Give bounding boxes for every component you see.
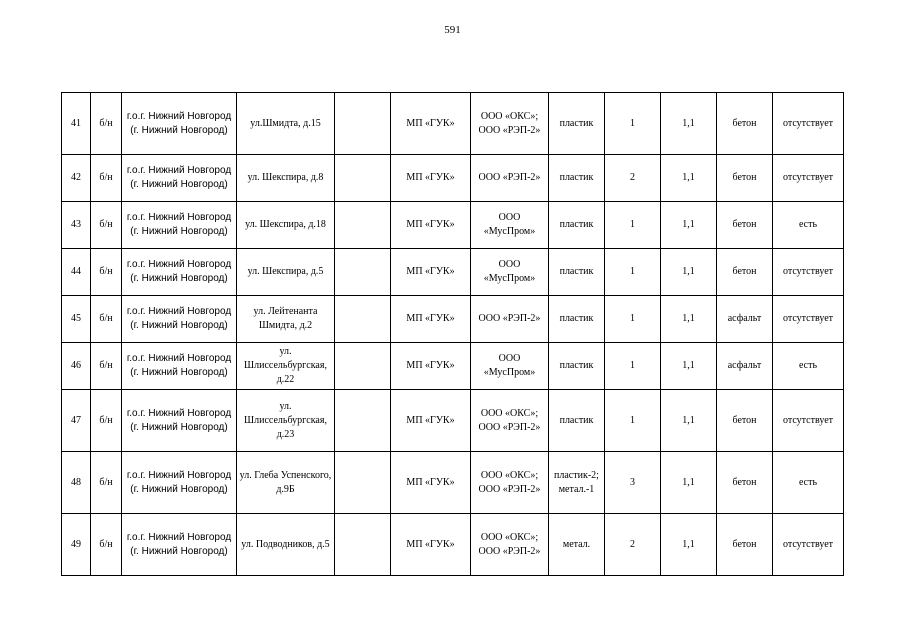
cell-material: пластик [549, 390, 605, 452]
cell-container-count: 1 [605, 249, 661, 296]
cell-balance-holder: МП «ГУК» [391, 155, 471, 202]
cell-extra [335, 343, 391, 390]
cell-extra [335, 249, 391, 296]
table-row [62, 93, 844, 155]
cell-organization: ООО «ОКС»; ООО «РЭП-2» [471, 514, 549, 576]
cell-container-volume: 1,1 [661, 452, 717, 514]
table-body [62, 93, 844, 576]
table-row [62, 155, 844, 202]
cell-address: ул. Шекспира, д.18 [237, 202, 335, 249]
cell-row-number: 49 [62, 514, 91, 576]
cell-container-volume: 1,1 [661, 514, 717, 576]
cell-code: б/н [91, 514, 122, 576]
cell-fence: есть [773, 202, 844, 249]
cell-district: г.о.г. Нижний Новгород (г. Нижний Новгород) [122, 514, 237, 576]
cell-fence: отсутствует [773, 249, 844, 296]
table-row [62, 514, 844, 576]
cell-code: б/н [91, 155, 122, 202]
cell-row-number: 46 [62, 343, 91, 390]
cell-surface: бетон [717, 514, 773, 576]
cell-code: б/н [91, 249, 122, 296]
cell-container-count: 2 [605, 514, 661, 576]
cell-extra [335, 296, 391, 343]
cell-address: ул. Подводников, д.5 [237, 514, 335, 576]
cell-surface: бетон [717, 249, 773, 296]
cell-material: пластик [549, 296, 605, 343]
cell-balance-holder: МП «ГУК» [391, 93, 471, 155]
cell-code: б/н [91, 390, 122, 452]
cell-district: г.о.г. Нижний Новгород (г. Нижний Новгород) [122, 452, 237, 514]
cell-surface: бетон [717, 155, 773, 202]
cell-district: г.о.г. Нижний Новгород (г. Нижний Новгород) [122, 343, 237, 390]
cell-row-number: 47 [62, 390, 91, 452]
cell-fence: отсутствует [773, 155, 844, 202]
cell-address: ул. Шлиссельбургская, д.22 [237, 343, 335, 390]
cell-container-count: 1 [605, 296, 661, 343]
cell-row-number: 44 [62, 249, 91, 296]
page-number: 591 [444, 24, 461, 36]
cell-fence: есть [773, 452, 844, 514]
cell-fence: отсутствует [773, 514, 844, 576]
registry-table [61, 92, 844, 576]
cell-organization: ООО «ОКС»; ООО «РЭП-2» [471, 452, 549, 514]
cell-container-count: 3 [605, 452, 661, 514]
cell-organization: ООО «ОКС»; ООО «РЭП-2» [471, 93, 549, 155]
cell-district: г.о.г. Нижний Новгород (г. Нижний Новгород) [122, 202, 237, 249]
cell-code: б/н [91, 202, 122, 249]
table-row [62, 296, 844, 343]
cell-material: пластик [549, 93, 605, 155]
cell-balance-holder: МП «ГУК» [391, 452, 471, 514]
cell-surface: бетон [717, 390, 773, 452]
cell-organization: ООО «МусПром» [471, 343, 549, 390]
cell-row-number: 42 [62, 155, 91, 202]
cell-fence: отсутствует [773, 296, 844, 343]
cell-container-volume: 1,1 [661, 296, 717, 343]
cell-organization: ООО «МусПром» [471, 202, 549, 249]
cell-fence: отсутствует [773, 93, 844, 155]
cell-balance-holder: МП «ГУК» [391, 390, 471, 452]
cell-organization: ООО «РЭП-2» [471, 155, 549, 202]
cell-district: г.о.г. Нижний Новгород (г. Нижний Новгород) [122, 296, 237, 343]
cell-material: пластик [549, 202, 605, 249]
cell-fence: есть [773, 343, 844, 390]
cell-material: пластик [549, 249, 605, 296]
cell-extra [335, 155, 391, 202]
cell-surface: асфальт [717, 296, 773, 343]
cell-extra [335, 514, 391, 576]
cell-container-volume: 1,1 [661, 93, 717, 155]
cell-container-count: 1 [605, 390, 661, 452]
cell-address: ул. Лейтенанта Шмидта, д.2 [237, 296, 335, 343]
cell-balance-holder: МП «ГУК» [391, 343, 471, 390]
cell-material: метал. [549, 514, 605, 576]
cell-district: г.о.г. Нижний Новгород (г. Нижний Новгород) [122, 390, 237, 452]
cell-organization: ООО «ОКС»; ООО «РЭП-2» [471, 390, 549, 452]
cell-row-number: 48 [62, 452, 91, 514]
table-row [62, 452, 844, 514]
cell-container-count: 1 [605, 93, 661, 155]
cell-address: ул.Шмидта, д.15 [237, 93, 335, 155]
cell-code: б/н [91, 296, 122, 343]
cell-row-number: 43 [62, 202, 91, 249]
cell-balance-holder: МП «ГУК» [391, 514, 471, 576]
cell-surface: асфальт [717, 343, 773, 390]
cell-container-count: 1 [605, 343, 661, 390]
cell-address: ул. Глеба Успенского, д.9Б [237, 452, 335, 514]
cell-address: ул. Шлиссельбургская, д.23 [237, 390, 335, 452]
cell-surface: бетон [717, 452, 773, 514]
table-row [62, 343, 844, 390]
cell-balance-holder: МП «ГУК» [391, 202, 471, 249]
table-row [62, 249, 844, 296]
cell-extra [335, 452, 391, 514]
cell-container-volume: 1,1 [661, 202, 717, 249]
cell-balance-holder: МП «ГУК» [391, 249, 471, 296]
cell-row-number: 41 [62, 93, 91, 155]
cell-surface: бетон [717, 93, 773, 155]
cell-organization: ООО «МусПром» [471, 249, 549, 296]
cell-address: ул. Шекспира, д.8 [237, 155, 335, 202]
cell-material: пластик-2; метал.-1 [549, 452, 605, 514]
cell-code: б/н [91, 452, 122, 514]
cell-balance-holder: МП «ГУК» [391, 296, 471, 343]
cell-code: б/н [91, 93, 122, 155]
cell-district: г.о.г. Нижний Новгород (г. Нижний Новгород) [122, 155, 237, 202]
cell-extra [335, 390, 391, 452]
cell-address: ул. Шекспира, д.5 [237, 249, 335, 296]
cell-container-volume: 1,1 [661, 390, 717, 452]
cell-code: б/н [91, 343, 122, 390]
cell-container-count: 1 [605, 202, 661, 249]
cell-material: пластик [549, 343, 605, 390]
cell-organization: ООО «РЭП-2» [471, 296, 549, 343]
cell-extra [335, 202, 391, 249]
cell-material: пластик [549, 155, 605, 202]
table-row [62, 390, 844, 452]
cell-fence: отсутствует [773, 390, 844, 452]
cell-district: г.о.г. Нижний Новгород (г. Нижний Новгород) [122, 249, 237, 296]
cell-container-volume: 1,1 [661, 249, 717, 296]
cell-row-number: 45 [62, 296, 91, 343]
cell-extra [335, 93, 391, 155]
cell-container-count: 2 [605, 155, 661, 202]
table-row [62, 202, 844, 249]
cell-container-volume: 1,1 [661, 343, 717, 390]
cell-district: г.о.г. Нижний Новгород (г. Нижний Новгород) [122, 93, 237, 155]
cell-surface: бетон [717, 202, 773, 249]
cell-container-volume: 1,1 [661, 155, 717, 202]
